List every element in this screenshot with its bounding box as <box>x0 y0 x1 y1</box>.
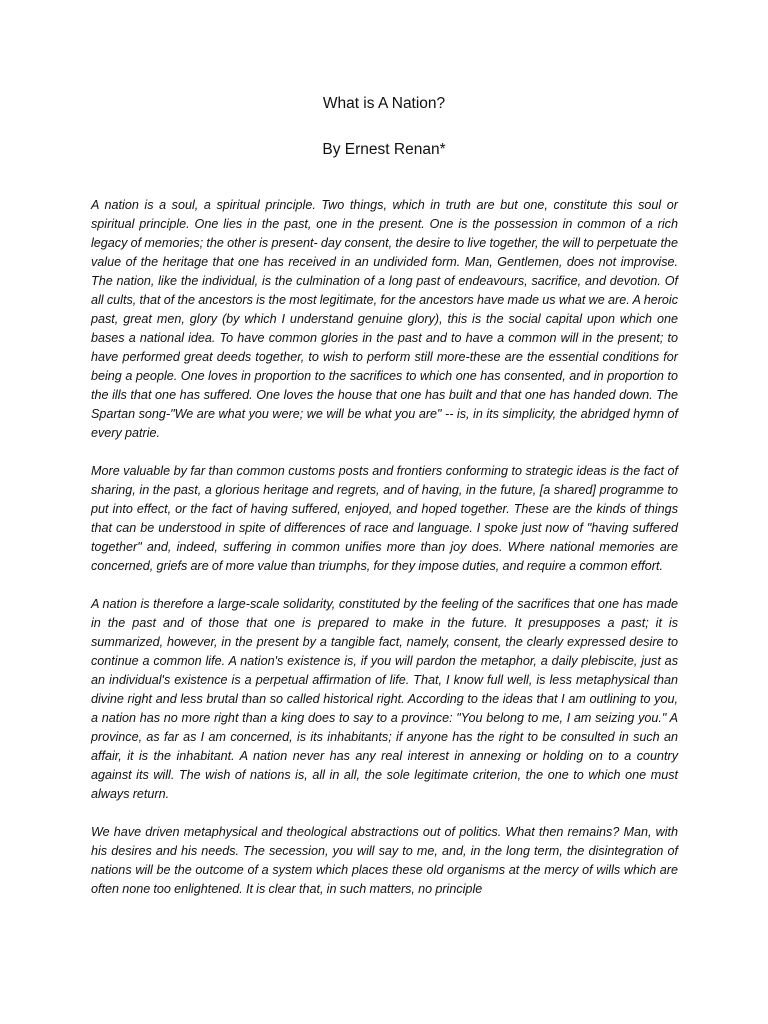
paragraph-3: A nation is therefore a large-scale solidarity, constituted by the feeling of the sacrifices that one has made in the past and of those that one is prepared to make in the future. It presupposes a past; it is summarized, however, in the present by a tangible fact, namely, consent, the clearly expressed desire to continue a common life. A nation's existence is, if you will pardon the metaphor, a daily plebiscite, just as an individual's existence is a perpetual affirmation of life. That, I know full well, is less metaphysical than divine right and less brutal than so called historical right. According to the ideas that I am outlining to you, a nation has no more right than a king does to say to a province: "You belong to me, I am seizing you." A province, as far as I am concerned, is its inhabitants; if anyone has the right to be consulted in such an affair, it is the inhabitant. A nation never has any real interest in annexing or holding on to a country against its will. The wish of nations is, all in all, the sole legitimate criterion, the one to which one must always return. <box>91 597 678 801</box>
document-author: By Ernest Renan* <box>322 141 446 158</box>
paragraph-2: More valuable by far than common customs posts and frontiers conforming to strategic ideas is the fact of sharing, in the past, a glorious heritage and regrets, and of having, in the future, [a shared] programme to put into effect, or the fact of having suffered, enjoyed, and hoped together. These are the kinds of things that can be understood in spite of differences of race and language. I spoke just now of "having suffered together" and, indeed, suffering in common unifies more than joy does. Where national memories are concerned, griefs are of more value than triumphs, for they impose duties, and require a common effort. <box>91 464 678 573</box>
document-title: What is A Nation? <box>322 95 446 112</box>
document-body <box>91 196 678 899</box>
paragraph-4: We have driven metaphysical and theological abstractions out of politics. What then remains? Man, with his desires and his needs. The secession, you will say to me, and, in the long term, the disintegration of nations will be the outcome of a system which places these old organisms at the mercy of wills which are often none too enlightened. It is clear that, in such matters, no principle <box>91 825 678 896</box>
paragraph-1: A nation is a soul, a spiritual principle. Two things, which in truth are but one, constitute this soul or spiritual principle. One lies in the past, one in the present. One is the possession in common of a rich legacy of memories; the other is present- day consent, the desire to live together, the will to perpetuate the value of the heritage that one has received in an undivided form. Man, Gentlemen, does not improvise. The nation, like the individual, is the culmination of a long past of endeavours, sacrifice, and devotion. Of all cults, that of the ancestors is the most legitimate, for the ancestors have made us what we are. A heroic past, great men, glory (by which I understand genuine glory), this is the social capital upon which one bases a national idea. To have common glories in the past and to have a common will in the present; to have performed great deeds together, to wish to perform still more-these are the essential conditions for being a people. One loves in proportion to the sacrifices to which one has consented, and in proportion to the ills that one has suffered. One loves the house that one has built and that one has handed down. The Spartan song-"We are what you were; we will be what you are" -- is, in its simplicity, the abridged hymn of every patrie. <box>91 198 678 440</box>
